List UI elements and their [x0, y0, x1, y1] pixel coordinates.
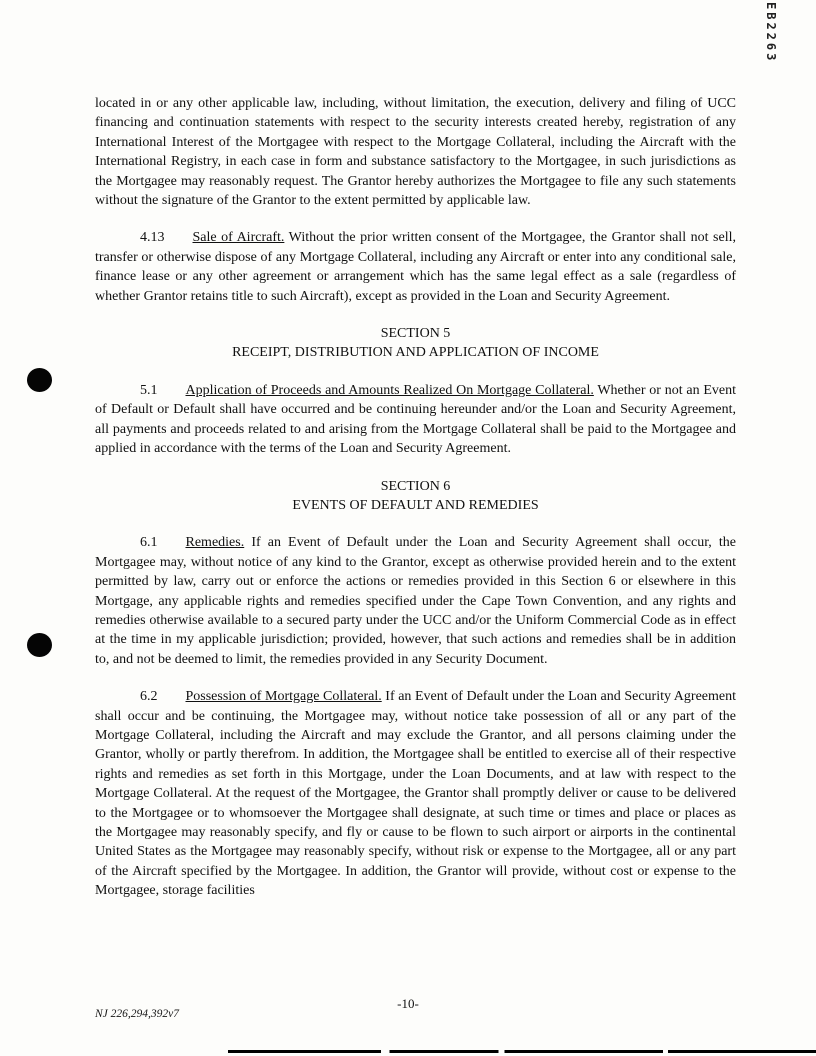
section-5-title: RECEIPT, DISTRIBUTION AND APPLICATION OF INCOME — [232, 345, 599, 361]
section-number: 5.1 — [140, 382, 158, 398]
document-control-number: NJ 226,294,392v7 — [95, 1008, 180, 1020]
page-number: -10- — [397, 996, 419, 1011]
document-body — [95, 94, 736, 919]
scan-edge-artifact — [228, 1050, 816, 1053]
section-number: 6.2 — [140, 689, 158, 705]
paragraph-5-1 — [95, 381, 736, 459]
scan-marker-text: EB2263 — [764, 2, 778, 64]
section-5-heading — [95, 324, 736, 363]
paragraph-6-1 — [95, 533, 736, 669]
section-title: Application of Proceeds and Amounts Realized On Mortgage Collateral. — [185, 382, 594, 398]
section-5-label: SECTION 5 — [380, 326, 451, 342]
section-text: Whether or not an Event of Default or Default shall have occurred and be continuing hereunder and/or the Loan and Security Agreement, all payments and proceeds related to and arising from the Mortgage Collateral shall be paid to the Mortgagee and applied in accordance with the terms of the Loan and Security Agreement. — [95, 382, 736, 457]
section-title: Remedies. — [185, 535, 245, 551]
section-title: Possession of Mortgage Collateral. — [185, 689, 382, 705]
hole-punch-mark — [27, 633, 52, 657]
section-6-title: EVENTS OF DEFAULT AND REMEDIES — [292, 497, 539, 513]
paragraph-4-13 — [95, 228, 736, 306]
hole-punch-mark — [27, 368, 52, 392]
section-6-heading — [95, 477, 736, 516]
section-text: Without the prior written consent of the Mortgagee, the Grantor shall not sell, transfer or otherwise dispose of any Mortgage Collateral, including any Aircraft or enter into any conditional sale, finance lease or any other agreement or arrangement which has the same legal effect as a sale (regardless of whether Grantor retains title to such Aircraft), except as provided in the Loan and Security Agreement. — [95, 230, 736, 304]
section-title: Sale of Aircraft. — [192, 230, 285, 246]
paragraph-continuation: located in or any other applicable law, including, without limitation, the execution, delivery and filing of UCC financing and continuation statements with respect to the security interests created hereby, registration of any International Interest of the Mortgagee with respect to the Mortgage Collateral, including the Aircraft with the International Registry, in each case in form and substance satisfactory to the Mortgagee, in such jurisdictions as the Mortgagee may reasonably request. The Grantor hereby authorizes the Mortgagee to file any such statements without the signature of the Grantor to the extent permitted by applicable law. — [95, 96, 736, 209]
section-text: If an Event of Default under the Loan and Security Agreement shall occur and be continuing, the Mortgagee may, without notice take possession of all or any part of the Mortgage Collateral, including the Aircraft and may exclude the Grantor, and all persons claiming under the Grantor, wholly or partly therefrom. In addition, the Mortgagee shall be entitled to exercise all of their respective rights and remedies as set forth in this Mortgage, under the Loan Documents, and at law with respect to the Mortgage Collateral. At the request of the Mortgagee, the Grantor shall promptly deliver or cause to be delivered to the Mortgagee or to whomsoever the Mortgagee shall designate, at such time or times and place or places as the Mortgagee may reasonably specify, and fly or cause to be flown to such airport or airports in the continental United States as the Mortgagee may reasonably specify, without risk or expense to the Mortgagee, all or any part of the Aircraft specified by the Mortgagee. In addition, the Grantor will provide, without cost or expense to the Mortgagee, storage facilities — [95, 689, 736, 899]
section-number: 6.1 — [140, 535, 158, 551]
section-6-label: SECTION 6 — [380, 478, 451, 494]
section-text: If an Event of Default under the Loan and Security Agreement shall occur, the Mortgagee may, without notice of any kind to the Grantor, except as otherwise provided herein and to the extent permitted by law, carry out or enforce the actions or remedies provided in this Section 6 or elsewhere in this Mortgage, any applicable rights and remedies specified under the Cape Town Convention, and any rights and remedies otherwise available to a secured party under the UCC and/or the Uniform Commercial Code as in effect at the time in my applicable jurisdiction; provided, however, that such actions and remedies shall be in addition to, and not be deemed to limit, the remedies provided in any Security Document. — [95, 535, 736, 667]
paragraph-6-2 — [95, 687, 736, 900]
section-number: 4.13 — [140, 230, 165, 246]
